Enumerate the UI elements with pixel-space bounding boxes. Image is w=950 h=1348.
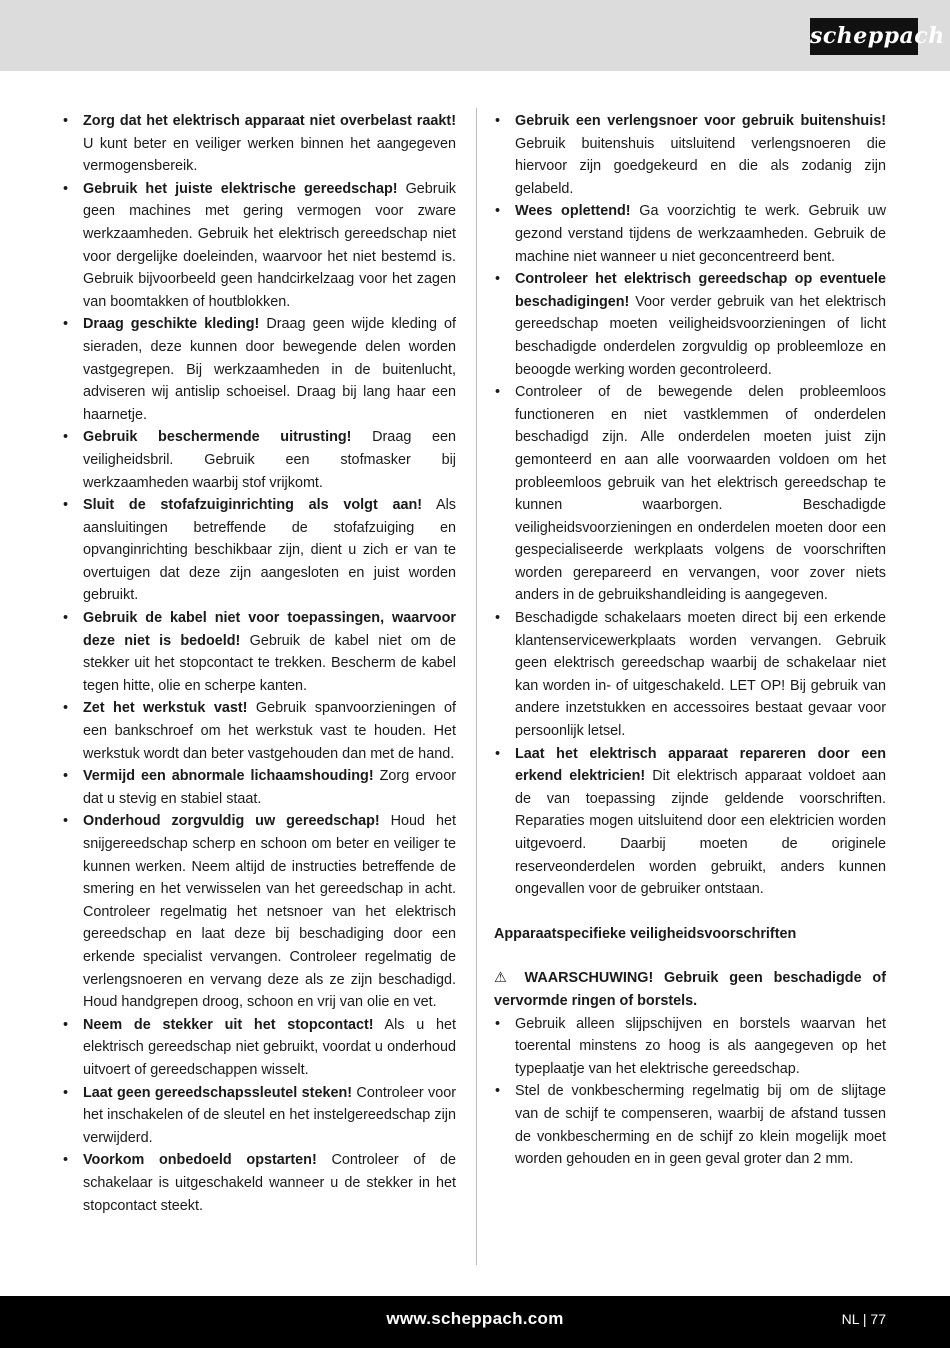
item-heading: Draag geschikte kleding! [83, 316, 260, 333]
list-item [62, 494, 456, 607]
list-item [494, 743, 886, 901]
list-item [62, 110, 456, 178]
item-text: Als u het elektrisch gereedschap niet gebruikt, voordat u onderhoud uitvoert of gereedschappen wisselt. [83, 1016, 457, 1078]
item-heading: Gebruik beschermende uitrusting! [83, 429, 352, 446]
item-heading: Zet het werkstuk vast! [83, 700, 248, 717]
scheppach-logo: scheppach [810, 18, 918, 55]
item-heading: Zorg dat het elektrisch apparaat niet overbelast raakt! [83, 113, 456, 129]
page-footer [0, 1296, 950, 1348]
item-text: Ga voorzichtig te werk. Gebruik uw gezond verstand tijdens de werkzaamheden. Gebruik de machine niet wanneer u niet geconcentreerd bent. [515, 203, 887, 265]
bullet-icon: • [63, 1084, 69, 1101]
bullet-icon: • [63, 316, 69, 333]
item-heading: Sluit de stofafzuiginrichting als volgt aan! [83, 497, 423, 514]
bullet-icon: • [495, 610, 501, 627]
list-item [494, 110, 886, 200]
item-text: Zorg ervoor dat u stevig en stabiel staat. [83, 768, 456, 807]
bullet-icon: • [63, 700, 69, 717]
item-text: Gebruik alleen slijpschijven en borstels waarvan het toerental minstens zo hoog is als aangegeven op het typeplaatje van het elektrische gereedschap. [515, 1015, 886, 1077]
bullet-icon: • [63, 180, 69, 197]
device-specific-list [494, 1013, 886, 1171]
bullet-icon: • [495, 271, 501, 288]
item-heading: Gebruik de kabel niet voor toepassingen, waarvoor deze niet is bedoeld! [83, 610, 456, 649]
list-item [62, 1149, 456, 1217]
list-item [494, 200, 886, 268]
right-column [494, 110, 886, 1171]
item-text: Als aansluitingen betreffende de stofafzuiging en opvanginrichting beschikbaar zijn, dient u zich er van te overtuigen dat deze zijn aangesloten en juist worden gebruikt. [83, 497, 456, 604]
item-text: Voor verder gebruik van het elektrisch gereedschap moeten veiligheidsvoorzieningen of licht beschadigde onderdelen zorgvuldig op probleemloze en beoogde werking worden gecontroleerd. [515, 293, 886, 378]
page-number: NL | 77 [841, 1311, 886, 1327]
left-safety-list [62, 110, 456, 1217]
bullet-icon: • [63, 1152, 69, 1169]
bullet-icon: • [63, 813, 69, 830]
warning-text [494, 967, 886, 1012]
list-item [494, 1013, 886, 1081]
item-heading: Controleer het elektrisch gereedschap op eventuele beschadigingen! [515, 271, 886, 310]
item-text: Houd het snijgereedschap scherp en schoon om beter en veiliger te kunnen werken. Neem altijd de instructies betreffende de smering en het verwisselen van het gereedschap in acht. Controleer regelmatig het netsnoer van het elektrisch gereedschap en laat deze bij beschadiging door een erkende specialist vervangen. Controleer regelmatig de verlengsnoeren en vervang deze als ze zijn beschadigd. Houd handgrepen droog, schoon en vrij van olie en vet. [83, 813, 457, 1011]
item-heading: Gebruik het juiste elektrische gereedschap! [83, 180, 398, 197]
item-heading: Wees oplettend! [515, 203, 631, 220]
item-text: Controleer of de schakelaar is uitgeschakeld wanneer u de stekker in het stopcontact steekt. [83, 1152, 456, 1214]
list-item [62, 313, 456, 426]
item-text: Draag geen wijde kleding of sieraden, deze kunnen door bewegende delen worden vastgegrepen. Bij werkzaamheden in de buitenlucht, adviseren wij antislip schoeisel. Draag bij lang haar een haarnetje. [83, 316, 456, 423]
list-item [62, 1014, 456, 1082]
item-text: Dit elektrisch apparaat voldoet aan de van toepassing zijnde geldende voorschriften. Reparaties mogen uitsluitend door een elektricien worden uitgevoerd. Daarbij moeten de originele reserveonderdelen worden gebruikt, anders kunnen ongevallen voor de gebruiker ontstaan. [515, 768, 886, 898]
bullet-icon: • [495, 203, 501, 220]
left-column [62, 110, 456, 1217]
right-safety-list [494, 110, 886, 901]
item-heading: Laat het elektrisch apparaat repareren door een erkend elektricien! [515, 745, 886, 785]
item-heading: Voorkom onbedoeld opstarten! [83, 1152, 317, 1169]
item-text: Gebruik geen machines met gering vermogen voor zware werkzaamheden. Gebruik het elektrisch gereedschap niet voor dergelijke doeleinden, waarvoor het niet bestemd is. Gebruik bijvoorbeeld geen handcirkelzaag voor het zagen van boomtakken of houtblokken. [83, 180, 456, 310]
bullet-icon: • [495, 1083, 501, 1100]
bullet-icon: • [495, 384, 501, 401]
list-item [494, 268, 886, 381]
bullet-icon: • [495, 745, 501, 762]
list-item [62, 810, 456, 1013]
item-heading: Neem de stekker uit het stopcontact! [83, 1016, 374, 1033]
section-heading: Apparaatspecifieke veiligheidsvoorschriften [494, 925, 797, 942]
item-text: Stel de vonkbescherming regelmatig bij om de slijtage van de schijf te compenseren, waarbij de afstand tussen de vonkbescherming en de schijf zo klein mogelijk moet worden gehouden en in geen geval groter dan 2 mm. [515, 1083, 886, 1168]
item-heading: Laat geen gereedschapssleutel steken! [83, 1084, 353, 1101]
website-link[interactable]: www.scheppach.com [386, 1309, 564, 1328]
item-text: Controleer of de bewegende delen probleemloos functioneren en niet vastklemmen of onderdelen beschadigd zijn. Alle onderdelen moeten juist zijn gemonteerd en aan alle voorwaarden voldoen om het probleemloos gebruik van het elektrisch gereedschap te kunnen waarborgen. Beschadigde veiligheidsvoorzieningen en onderdelen moeten door een gespecialiseerde werkplaats volgens de voorschriften worden gerepareerd en vervangen, voor zover niets anders in de gebruikshandleiding is aangegeven. [515, 384, 886, 604]
bullet-icon: • [63, 1016, 69, 1033]
bullet-icon: • [495, 1015, 501, 1032]
bullet-icon: • [495, 113, 501, 129]
list-item [62, 697, 456, 765]
list-item [62, 607, 456, 697]
item-heading: Onderhoud zorgvuldig uw gereedschap! [83, 813, 380, 830]
list-item [494, 381, 886, 607]
item-text: Controleer voor het inschakelen of de sleutel en het instelgereedschap zijn verwijderd. [83, 1084, 456, 1146]
warning-triangle-icon: ⚠ [494, 970, 514, 987]
item-heading: Vermijd een abnormale lichaamshouding! [83, 768, 374, 785]
item-text: Gebruik spanvoorzieningen of een bankschroef om het werkstuk vast te houden. Het werkstuk wordt dan beter vastgehouden dan met de hand. [83, 700, 456, 762]
bullet-icon: • [63, 768, 69, 785]
item-text: U kunt beter en veiliger werken binnen het aangegeven vermogensbereik. [83, 135, 456, 175]
list-item [494, 607, 886, 743]
list-item [62, 426, 456, 494]
item-text: Gebruik buitenshuis uitsluitend verlengsnoeren die hiervoor zijn goedgekeurd en die als zodanig zijn gelabeld. [515, 135, 886, 197]
warning-message: WAARSCHUWING! Gebruik geen beschadigde of vervormde ringen of borstels. [494, 970, 886, 1009]
bullet-icon: • [63, 610, 69, 627]
list-item [62, 178, 456, 314]
item-text: Draag een veiligheidsbril. Gebruik een stofmasker bij werkzaamheden waarbij stof vrijkomt. [83, 429, 457, 491]
list-item [62, 1082, 456, 1150]
list-item [494, 1080, 886, 1170]
bullet-icon: • [63, 113, 69, 129]
bullet-icon: • [63, 497, 69, 514]
list-item [62, 765, 456, 810]
item-text: Gebruik de kabel niet om de stekker uit het stopcontact te trekken. Bescherm de kabel tegen hitte, olie en scherpe kanten. [83, 632, 456, 694]
item-heading: Gebruik een verlengsnoer voor gebruik buitenshuis! [515, 113, 886, 129]
bullet-icon: • [63, 429, 69, 446]
column-divider [476, 108, 477, 1265]
item-text: Beschadigde schakelaars moeten direct bij een erkende klantenservicewerkplaats worden vervangen. Gebruik geen elektrisch gereedschap waarbij de schakelaar niet kan worden in- of uitgeschakeld. LET OP! Bij gebruik van andere inzetstukken en accessoires bestaat gevaar voor persoonlijk letsel. [515, 610, 886, 740]
page-header [0, 0, 950, 71]
